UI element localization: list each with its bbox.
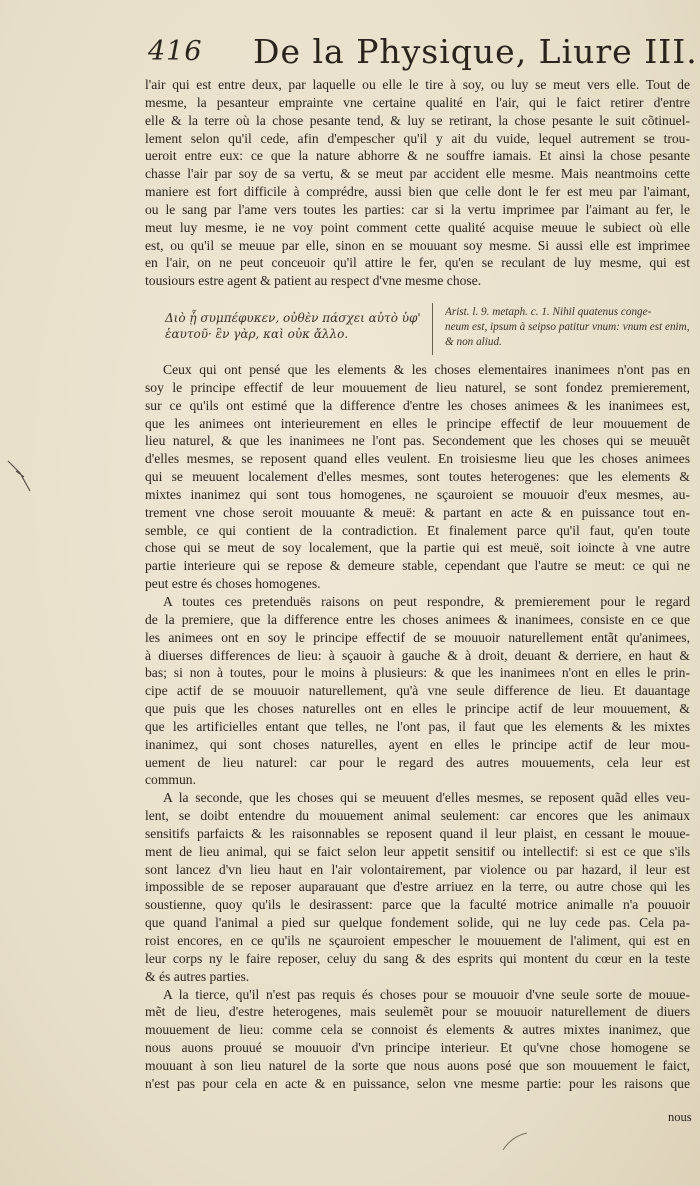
text-line: sensitifs parfaicts & les raisonnables se reposent quand il leur plaist, en cessant le mouue- <box>145 825 690 841</box>
text-line: bas; si non à toutes, pour le moins à plusieurs: & que les inanimees n'ont en elles le prin- <box>145 665 690 681</box>
text-line: A toutes ces pretenduës raisons on peut respondre, & premierement pour le regard <box>163 593 690 609</box>
text-line: mixtes inanimez qui sont tous homogenes, ne sçauroient se mouuoir d'eux mesmes, au- <box>145 486 690 502</box>
text-line: ueroit entre eux: ce que la nature abhorre & ne souffre iamais. Et ainsi la chose pesante <box>145 148 690 164</box>
text-line: inanimez, qui sont choses naturelles, ayent en elles le principe actif de leur mou- <box>145 736 690 752</box>
text-line: & és autres parties. <box>145 968 250 984</box>
text-line: est, ou qu'il se meuue par elle, sinon en se mouuant soy mesme. Si aussi elle est imprimee <box>145 237 690 253</box>
text-line: en l'air, on ne peut conceuoir qu'il attire le fer, qu'en se reculant de luy mesme, qui est <box>145 255 690 271</box>
text-line: maniere est fort difficile à comprédre, aussi bien que celle dont le fer est meu par l'aimant, <box>145 184 690 200</box>
bottom-pen-mark <box>500 1130 530 1154</box>
text-line: roist encores, en ce qu'ils ne sçauroient empescher le mouuement de l'aliment, qui est en <box>145 933 690 948</box>
text-line: sont lancez d'vn lieu haut en l'air volontairement, par violence ou par hazard, il leur est <box>145 861 690 877</box>
text-line: impossible de se reposer auparauant que d'estre arriuez en la terre, ou autre chose qui les <box>145 879 690 895</box>
text-line: chose qui se meut de soy localement, que la partie qui est meuë, soit ioincte à vne autre <box>145 540 690 556</box>
text-line: peut estre és choses homogenes. <box>145 576 321 592</box>
text-line: A la seconde, que les choses qui se meuuent d'elles mesmes, se reposent quãd elles veu- <box>163 790 690 806</box>
text-line: semble, ce qui contient de la contradiction. Et finalement parce qu'il faut, qu'en toute <box>145 522 690 538</box>
text-line: ou le sang par l'ame vers toutes les parties: car si la vertu imprimee par l'aimant au fer, le <box>145 201 690 217</box>
page-header <box>148 30 698 72</box>
text-line: de la premiere, que la difference entre les choses animees & inanimees, consiste en ce que <box>145 611 690 627</box>
text-line: que quand l'animal a pied sur quelque fondement solide, qui ne luy cede pas. Cela pa- <box>145 915 690 931</box>
marginal-quotation <box>145 303 690 355</box>
greek-quotation: Διὸ ᾗ συμπέφυκεν, οὐθὲν πάσχει αὐτὸ ὑφ' ἑαυτοῦ· ἓν γὰρ, καὶ οὐκ ἄλλο. <box>165 311 421 341</box>
text-line: elle & la terre où la chose pesante tend, & luy se retirant, la chose pesante le suit cõtinuel- <box>145 112 690 128</box>
text-line: meut luy mesme, ie ne voy point comment cette qualité acquise meuue le subiect où elle <box>145 219 690 235</box>
text-line: d'elles mesmes, se reposent quand elles veulent. En troisiesme lieu que les choses animees <box>145 451 690 467</box>
text-line: soustienne, quoy qu'ils le desirassent: parce que la faculté motrice animalle n'a pouuoir <box>145 897 690 913</box>
text-line: uement de lieu naturel: car pour le regard des autres mouuements, cela leur est <box>145 754 690 770</box>
catchword: nous <box>668 1110 692 1124</box>
text-line: à diuerses differences de lieu: à sçauoir à gauche & à droit, deuant & derriere, en haut & <box>145 647 690 663</box>
text-line: cipe actif de se mouuoir naturellement, qu'à vne seule difference de lieu. Et dauantage <box>145 683 690 699</box>
text-line: leur corps ny le faire reposer, celuy du sang & des esprits qui montent du cœur en la teste <box>145 950 690 966</box>
text-line: soy le principe effectif de leur mouuement de lieu naturel, se sont fondez premierement, <box>145 379 690 395</box>
quotation-divider <box>432 303 433 355</box>
text-line: A la tierce, qu'il n'est pas requis és choses pour se mouuoir d'vne seule sorte de mouue- <box>163 986 690 1002</box>
latin-quotation <box>445 305 690 350</box>
text-line: partie interieure qui se repose & demeure stable, cependant que l'autre se meut: ce qui ne <box>145 558 690 574</box>
text-line: lement selon qu'il cede, afin d'empescher qu'il y ait du vuide, lequel autrement se trou- <box>145 130 690 146</box>
text-line: qui se meuuent localement d'elles mesmes, sont toutes heterogenes: que les elements & <box>145 469 690 485</box>
text-line: n'est pas pour cela en acte & en puissance, selon vne mesme partie: pour les raisons que <box>145 1075 690 1091</box>
text-line: mouuement de lieu: comme cela se connoist és elements & autres mixtes inanimez, que <box>145 1022 690 1038</box>
text-line: commun. <box>145 772 196 788</box>
text-line: mẽt de lieu, d'estre heterogenes, mais seulemẽt pour se mouuoir naturellement de diuers <box>145 1004 690 1020</box>
text-line: mesme, la pesanteur emprainte vne certaine qualité en l'air, qui le faict retirer d'entre <box>145 94 690 110</box>
text-line: chasse l'air par soy de sa vertu, & se meut par accident elle mesme. Mais neantmoins cette <box>145 166 690 182</box>
text-line: que puis que les choses naturelles ont en elles le principe actif de leur mouuement, & <box>145 701 690 717</box>
text-line: sur ce qu'ils ont estimé que la difference d'entre les choses animees & les inanimees est, <box>145 397 690 413</box>
intro-paragraph <box>145 76 690 290</box>
text-line: tousiours estre agent & patient au respect d'vne mesme chose. <box>145 273 482 289</box>
latin-line: Arist. l. 9. metaph. c. 1. Nihil quatenus conge- <box>445 306 652 318</box>
page-number: 416 <box>148 36 203 67</box>
running-title: De la Physique, Liure III. <box>253 32 698 71</box>
text-line: que les animees ont interieurement en elles le principe effectif de leur mouuement de <box>145 415 690 431</box>
text-line: trement vne chose seroit mouuante & meuë: & partant en acte & en puissance tout en- <box>145 504 690 520</box>
latin-line: neum est, ipsum à seipso patitur vnum: vnum est enim, <box>445 321 690 333</box>
text-line: nous auons prouué se mouuoir d'vn principe interieur. Et qu'vne chose homogene se <box>145 1040 690 1056</box>
latin-line: & non aliud. <box>445 336 502 348</box>
text-line: lieu naturel, & que les inanimees ne l'ont pas. Secondement que les choses qui se meuuẽt <box>145 433 690 449</box>
main-text <box>145 361 690 1093</box>
text-line: mouuant à son lieu naturel de la sorte que nous auons posé que son mouuement le faict, <box>145 1057 690 1073</box>
text-line: lent, se doibt entendre du mouuement animal seulement: car encores que les animaux <box>145 808 690 824</box>
text-line: que les artificielles entant que telles, ne l'ont pas, il faut que les elements & les mixtes <box>145 718 690 734</box>
margin-pen-mark <box>6 455 32 495</box>
text-line: Ceux qui ont pensé que les elements & les choses elementaires inanimees n'ont pas en <box>163 362 690 377</box>
text-line: l'air qui est entre deux, par laquelle ou elle le tire à soy, ou luy se meut vers elle. Tout de <box>145 77 690 92</box>
text-line: les animees ont en soy le principe effectif de se mouuoir naturellement entãt qu'animees, <box>145 629 690 645</box>
text-line: ment de lieu animal, qui se faict selon leur appetit sensitif ou intellectif: si est ce que s'ils <box>145 843 690 859</box>
